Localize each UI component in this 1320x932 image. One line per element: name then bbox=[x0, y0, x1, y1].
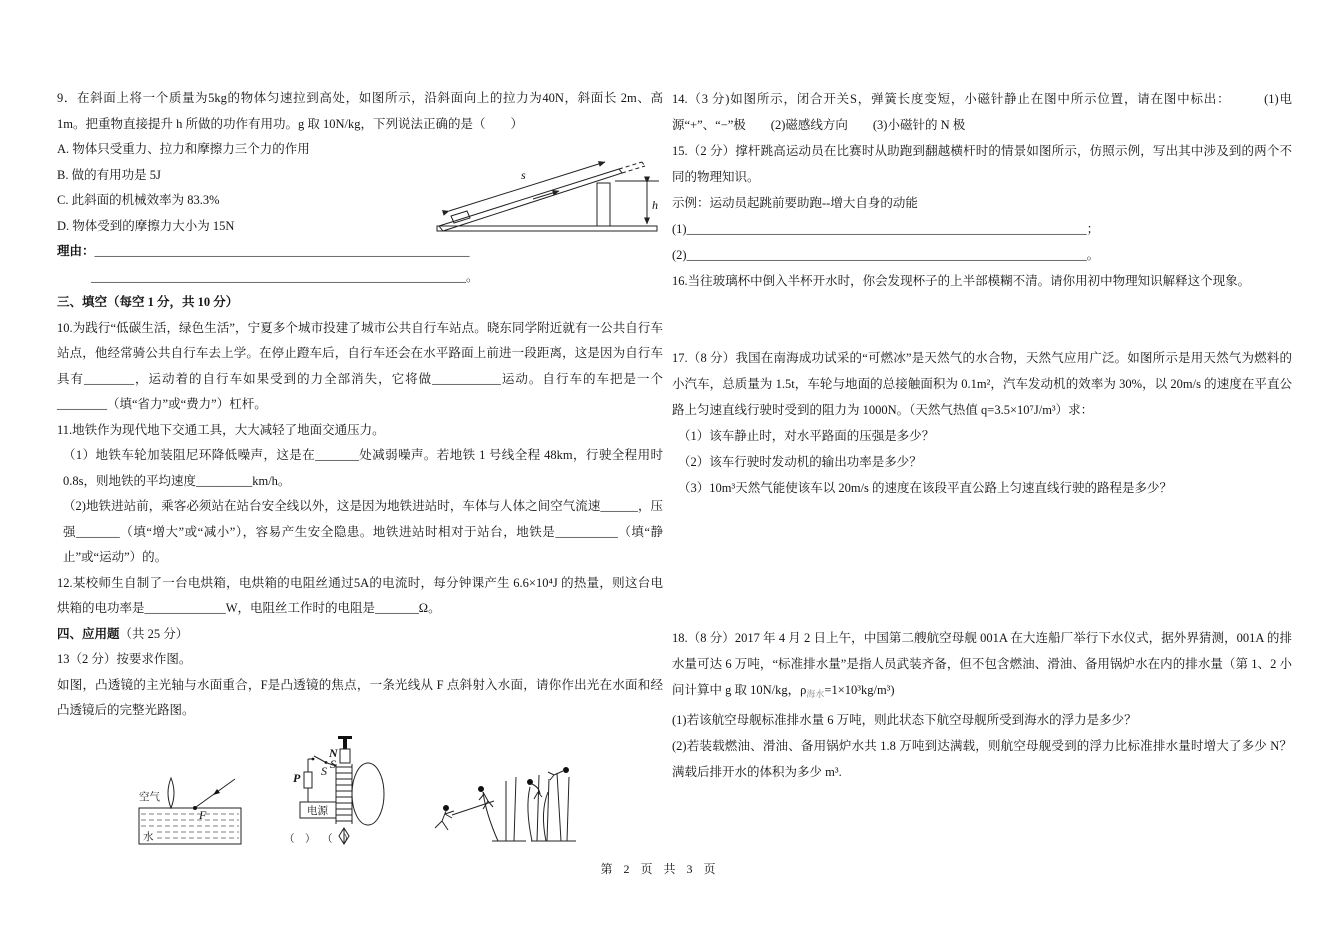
question-13-body: 如图，凸透镜的主光轴与水面重合，F是凸透镜的焦点，一条光线从 F 点斜射入水面，请你作出光在水面和经凸透镜后的完整光路图。 bbox=[57, 677, 663, 717]
runner bbox=[443, 805, 449, 811]
reason-blank: ____________________________________________________________ bbox=[94, 244, 470, 258]
question-9 bbox=[57, 86, 663, 290]
question-11-intro: 11.地铁作为现代地下交通工具，大大减轻了地面交通压力。 bbox=[57, 422, 385, 437]
air-label: 空气 bbox=[139, 791, 160, 803]
reason-label: 理由： bbox=[57, 244, 95, 258]
stand-bar bbox=[338, 736, 352, 739]
question-9-option-d: D. 物体受到的摩擦力大小为 15N bbox=[57, 218, 235, 233]
question-13-stem: 13（2 分）按要求作图。 bbox=[57, 652, 192, 666]
pole-vault-figure bbox=[426, 752, 578, 848]
switch-lever bbox=[314, 756, 325, 762]
slope-length-label: s bbox=[521, 168, 526, 182]
stand-rod bbox=[343, 739, 347, 749]
convex-lens bbox=[168, 778, 174, 808]
focus-label: F bbox=[199, 807, 207, 822]
question-10: 10.为践行“低碳生活，绿色生活”，宁夏多个城市投建了城市公共自行车站点。晓东同学附近就有一公共自行车站点，他经常骑公共自行车去上学。在停止蹬车后，自行车还会在水平路面上前进一段距离，这是因为自行车具有________，运动着的自行车如果受到的力全部消失，它将做___________运动。自行车的车把是一个________（填“省力”或“费力”）杠杆。 bbox=[57, 320, 663, 411]
bent-pole bbox=[483, 792, 498, 841]
question-18-stem-tail: =1×10³kg/m³) bbox=[824, 683, 895, 697]
question-9-option-a: A. 物体只受重力、拉力和摩擦力三个力的作用 bbox=[57, 142, 310, 156]
question-17-part3: （3）10m³天然气能使该车以 20m/s 的速度在该段平直公路上匀速直线行驶的路程是多少？ bbox=[678, 481, 1173, 495]
section-4-title-line bbox=[57, 622, 663, 648]
inclined-plane-figure bbox=[435, 146, 663, 236]
question-16: 16.当往玻璃杯中倒入半杯开水时，你会发现杯子的上半部模糊不清。请你用初中物理知识解释这个现象。 bbox=[672, 274, 1251, 288]
battery-label: 电源 bbox=[307, 805, 328, 817]
support-block bbox=[597, 183, 610, 226]
coil-core-ellipse bbox=[352, 763, 384, 825]
lens-water-figure bbox=[129, 766, 254, 848]
question-15: 15.（2 分）撑杆跳高运动员在比赛时从助跑到翻越横杆时的情景如图所示，仿照示例，写出其中涉及到的两个不同的物理知识。 bbox=[672, 144, 1292, 184]
question-17-stem: 17.（8 分）我国在南海成功试采的“可燃冰”是天然气的水合物，天然气应用广泛。如图所示是用天然气为燃料的小汽车，总质量为 1.5t，车轮与地面的总接触面积为 0.1m²，汽车发动机的效率为 30%，以 20m/s 的速度在平直公路上匀速直线行驶时受到的阻力为 1000N。（天然气热值 q=3.5×10⁷J/m³）求： bbox=[672, 351, 1292, 417]
section-4-title: 四、应用题 bbox=[57, 626, 120, 641]
question-9-option-b: B. 做的有用功是 5J bbox=[57, 167, 161, 182]
question-9-reason-line2: ____________________________________________________________。 bbox=[91, 269, 479, 284]
height-label: h bbox=[652, 198, 658, 212]
question-18-stem bbox=[672, 625, 1292, 707]
page-number-footer: 第 2 页 共 3 页 bbox=[600, 862, 720, 876]
section-3-title: 三、填空（每空 1 分，共 10 分） bbox=[57, 295, 239, 309]
question-9-option-c: C. 此斜面的机械效率为 83.3% bbox=[57, 193, 220, 207]
question-14: 14.（3 分)如图所示，闭合开关S，弹簧长度变短，小磁针静止在图中所示位置，请在图中标出： (1)电源“+”、“−”极 (2)磁感线方向 (3)小磁针的 N 极 bbox=[672, 92, 1292, 132]
left-column bbox=[57, 86, 663, 848]
ray-arrowhead bbox=[213, 789, 220, 795]
question-11-part2: （2)地铁进站前，乘客必须站在站台安全线以外，这是因为地铁进站时，车体与人体之间空气流速______，压强_______（填“增大”或“减小”），容易产生安全隐患。地铁进站时相对于站台，地铁是__________（填“静止”或“运动”）的。 bbox=[63, 499, 663, 564]
question-15-example: 示例：运动员起跳前要助跑--增大自身的动能 bbox=[672, 196, 918, 210]
question-9-reason-line bbox=[57, 239, 663, 265]
terminal-paren-left: （ ） bbox=[284, 833, 316, 845]
question-13-15-figures bbox=[57, 734, 663, 848]
question-18-stem-text: 18.（8 分）2017 年 4 月 2 日上午，中国第二艘航空母舰 001A 在大连船厂举行下水仪式，据外界猜测，001A 的排水量可达 6 万吨，“标准排水量”是指人员武装齐备，但不包含燃油、滑油、备用锅炉水在内的排水量（第 1、2 小问计算中 g 取 10N/kg，ρ bbox=[672, 631, 1292, 697]
solenoid-circuit-figure bbox=[280, 734, 400, 848]
question-17-part2: （2）该车行驶时发动机的输出功率是多少？ bbox=[678, 455, 922, 469]
question-18-part1: (1)若该航空母舰标准排水量 6 万吨，则此状态下航空母舰所受到海水的浮力是多少？ bbox=[672, 713, 1137, 727]
bar-magnet bbox=[340, 749, 350, 763]
question-12: 12.某校师生自制了一台电烘箱，电烘箱的电阻丝通过5A的电流时，每分钟课产生 6.6×10⁴J 的热量，则这台电烘箱的电功率是_____________W，电阻丝工作时的电阻是_______Ω。 bbox=[57, 575, 663, 615]
question-9-stem: 9．在斜面上将一个质量为5kg的物体匀速拉到高处，如图所示，沿斜面向上的拉力为40N，斜面长 2m、高 1m。把重物直接提升 h 所做的功作有用功。g 取 10N/kg，下列说法正确的是（ ） bbox=[57, 91, 663, 131]
section-4-points: （共 25 分） bbox=[119, 626, 189, 641]
terminal-paren-right: （ ） bbox=[322, 833, 354, 845]
ramp-board bbox=[439, 169, 622, 231]
right-column bbox=[672, 86, 1292, 785]
question-18-part2: (2)若装载燃油、滑油、备用锅炉水共 1.8 万吨到达满载，则航空母舰受到的浮力比标准排水量时增大了多少 N？满载后排开水的体积为多少 m³. bbox=[672, 739, 1292, 779]
magnet-n-label: N bbox=[329, 745, 338, 760]
rheostat bbox=[304, 772, 312, 788]
magnet-s-label: S bbox=[330, 756, 336, 771]
water-label: 水 bbox=[143, 831, 154, 843]
ground-base bbox=[437, 226, 657, 231]
question-17-part1: （1）该车静止时，对水平路面的压强是多少？ bbox=[678, 429, 935, 443]
question-11-part1: （1）地铁车轮加装阻尼环降低噪声，这是在_______处减弱噪声。若地铁 1 号线全程 48km，行驶全程用时 0.8s，则地铁的平均速度_________km/h。 bbox=[63, 448, 663, 488]
question-15-blank-2: (2)________________________________________________________________。 bbox=[672, 248, 1100, 262]
question-15-blank-1: (1)________________________________________________________________； bbox=[672, 222, 1100, 236]
rheostat-label: P bbox=[293, 770, 301, 785]
switch-label: S bbox=[321, 763, 327, 778]
seawater-subscript: 海水 bbox=[806, 689, 825, 699]
